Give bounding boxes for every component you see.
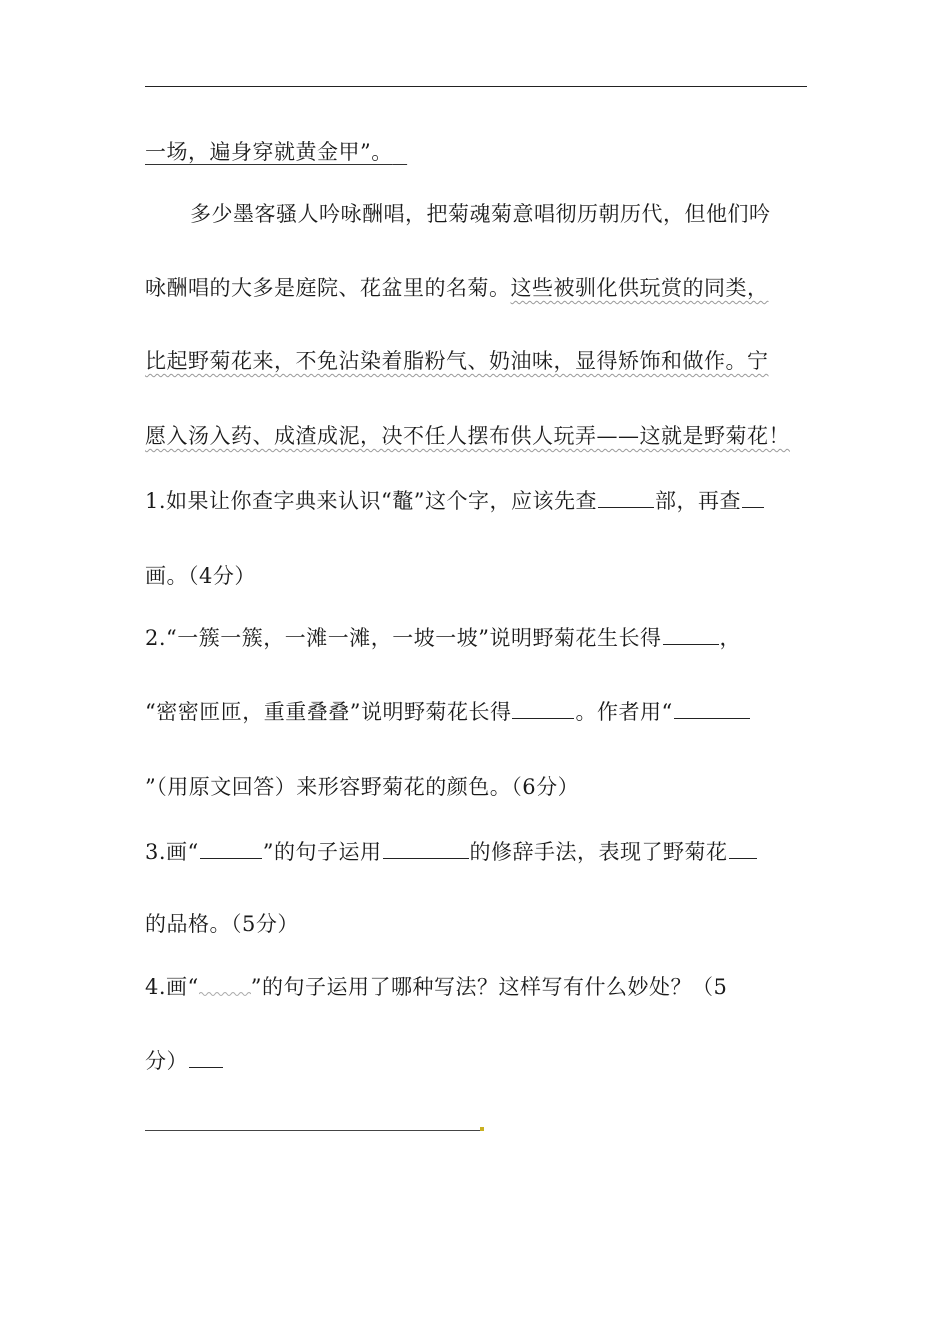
- question-2-line-3: ”（用原文回答）来形容野菊花的颜色。（6分）: [145, 775, 580, 799]
- passage-line-4: 比起野菊花来，不免沾染着脂粉气、奶油味，显得矫饰和做作。宁: [145, 349, 769, 373]
- passage-line-1-text: 一场，遍身穿就黄金甲”。: [145, 140, 393, 164]
- passage-line-3a: 咏酬唱的大多是庭院、花盆里的名菊。: [145, 276, 511, 300]
- q2-blank-1[interactable]: [663, 624, 719, 645]
- q2-blank-2[interactable]: [512, 698, 574, 719]
- question-4-line-2: 分）: [145, 1047, 224, 1075]
- question-1-line-1: 1.如果让你查字典来认识“鼇”这个字，应该先查 部，再查: [145, 487, 765, 515]
- stray-mark: [480, 1127, 484, 1131]
- question-3-line-2: 的品格。（5分）: [145, 912, 299, 936]
- q1-blank-radical[interactable]: [598, 487, 654, 508]
- question-2-line-2: “密密匝匝，重重叠叠”说明野菊花长得 。作者用“: [145, 698, 751, 726]
- q4-answer-line[interactable]: [145, 1130, 480, 1131]
- question-3-line-1: 3.画“ ”的句子运用 的修辞手法，表现了野菊花: [145, 838, 758, 866]
- header-rule: [145, 86, 807, 87]
- q3-blank-character[interactable]: [729, 838, 757, 859]
- q3-blank-mark[interactable]: [200, 838, 262, 859]
- q3-blank-rhetoric[interactable]: [383, 838, 469, 859]
- q4-wavy-mark: [199, 980, 251, 994]
- question-4-line-1: 4.画“ ”的句子运用了哪种写法？这样写有什么妙处？（5: [145, 975, 728, 999]
- passage-line-1: [145, 138, 407, 166]
- passage-line-5: 愿入汤入药、成渣成泥，决不任人摆布供人玩弄——这就是野菊花！: [145, 424, 790, 448]
- q4-blank-start[interactable]: [189, 1047, 223, 1068]
- q2-blank-3[interactable]: [674, 698, 750, 719]
- question-1-line-2: 画。（4分）: [145, 564, 256, 588]
- question-2-line-1: 2.“一簇一簇，一滩一滩，一坡一坡”说明野菊花生长得 ，: [145, 626, 742, 650]
- q1-blank-strokes[interactable]: [742, 487, 764, 508]
- passage-line-2: 多少墨客骚人吟咏酬唱，把菊魂菊意唱彻历朝历代，但他们吟: [190, 202, 771, 226]
- passage-line-3: [145, 274, 769, 302]
- passage-line-3b: 这些被驯化供玩赏的同类，: [510, 276, 769, 300]
